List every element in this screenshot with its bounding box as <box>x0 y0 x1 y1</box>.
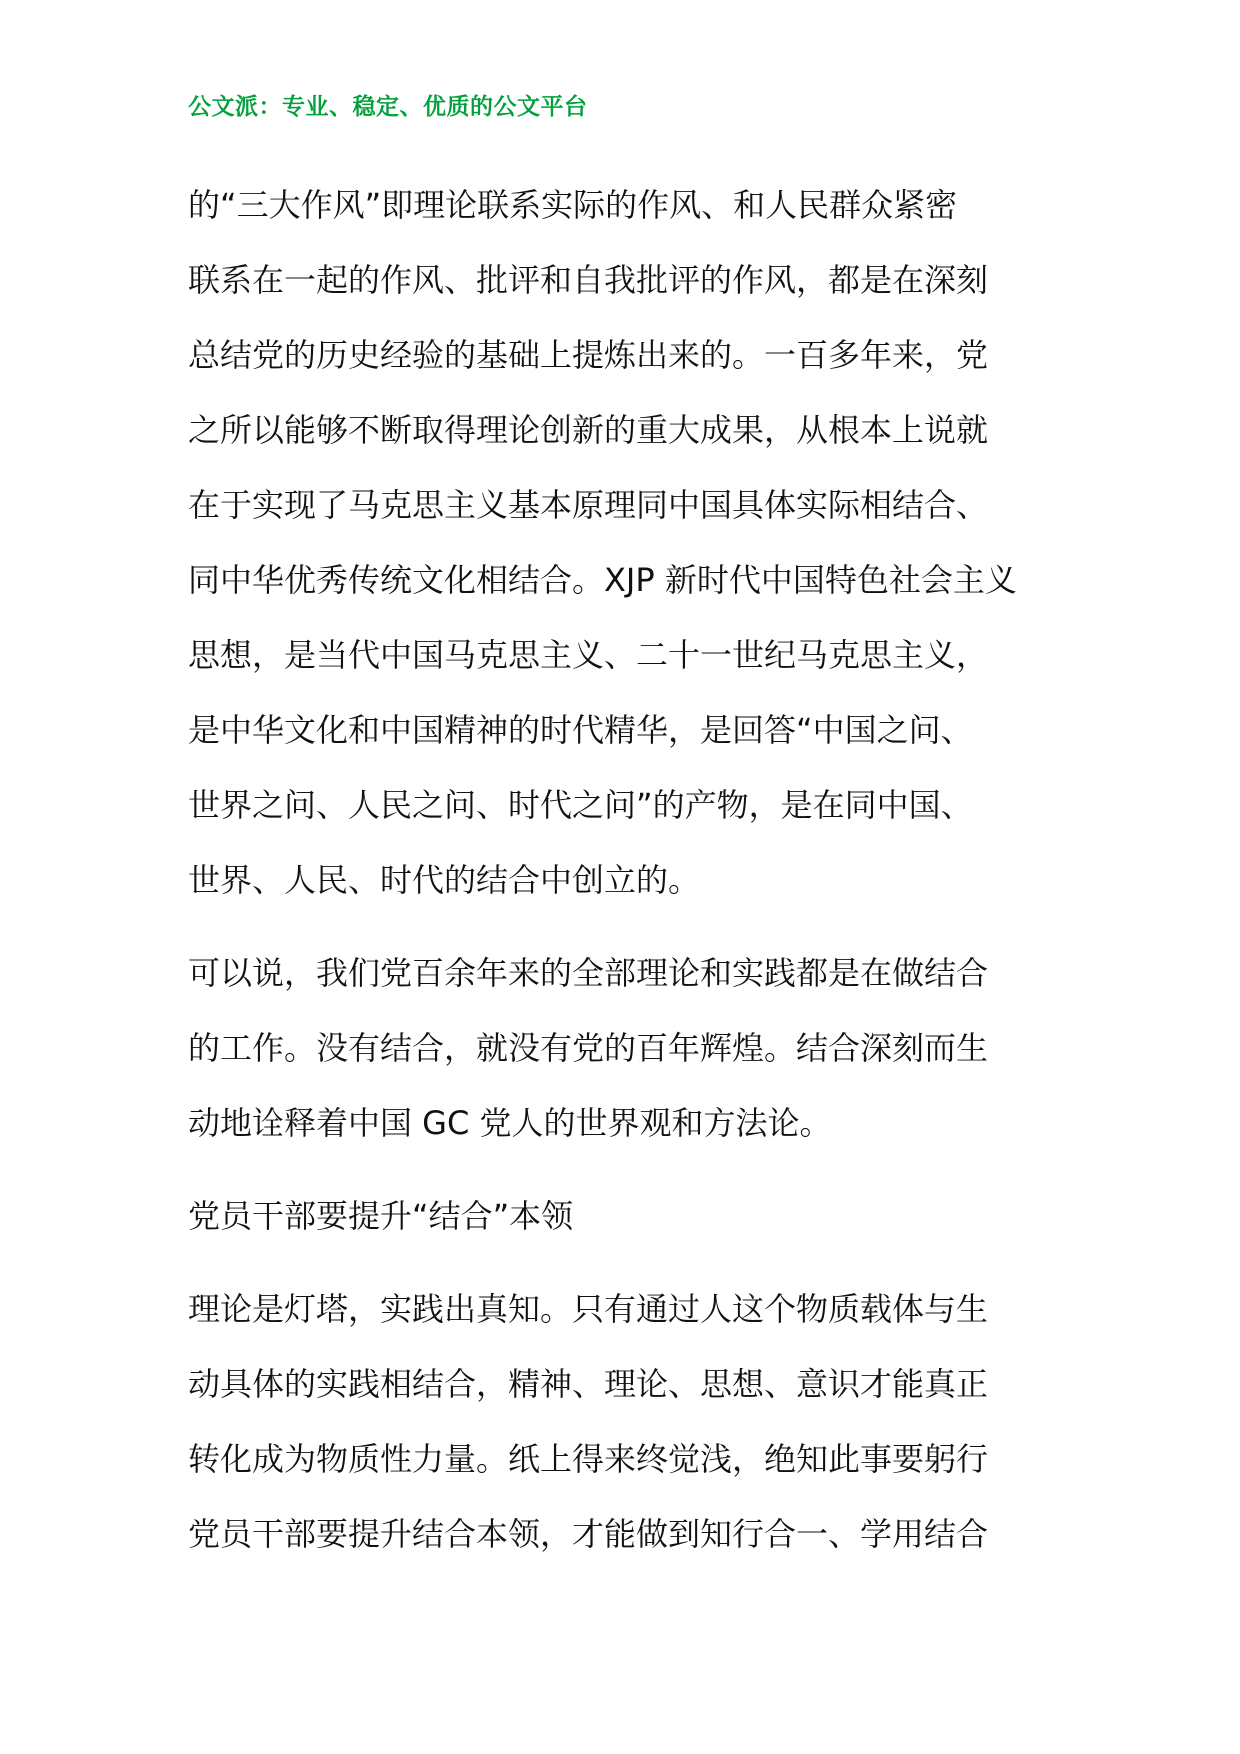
page-header-title: 公文派：专业、稳定、优质的公文平台 <box>188 94 588 120</box>
section-heading <box>188 1179 1058 1254</box>
text-line: 联系在一起的作风、批评和自我批评的作风，都是在深刻 <box>188 261 989 299</box>
text-line: 动地诠释着中国 GC 党人的世界观和方法论。 <box>188 1104 832 1142</box>
paragraph-combination-work <box>188 936 1058 1161</box>
text-line: 的工作。没有结合，就没有党的百年辉煌。结合深刻而生 <box>188 1029 989 1067</box>
text-line: 思想，是当代中国马克思主义、二十一世纪马克思主义， <box>188 636 989 674</box>
text-line: 同中华优秀传统文化相结合。XJP 新时代中国特色社会主义 <box>188 561 1017 599</box>
text-line: 在于实现了马克思主义基本原理同中国具体实际相结合、 <box>188 486 989 524</box>
text-line: 转化成为物质性力量。纸上得来终觉浅，绝知此事要躬行 <box>188 1440 989 1478</box>
paragraph-theory-practice <box>188 1272 1058 1572</box>
heading-line: 党员干部要提升“结合”本领 <box>188 1197 574 1235</box>
text-line: 总结党的历史经验的基础上提炼出来的。一百多年来，党 <box>188 336 989 374</box>
text-line: 世界、人民、时代的结合中创立的。 <box>188 861 701 899</box>
text-line: 党员干部要提升结合本领，才能做到知行合一、学用结合 <box>188 1515 989 1553</box>
text-line: 之所以能够不断取得理论创新的重大成果，从根本上说就 <box>188 411 989 449</box>
text-line: 世界之问、人民之问、时代之问”的产物，是在同中国、 <box>188 786 973 824</box>
text-line: 可以说，我们党百余年来的全部理论和实践都是在做结合 <box>188 954 989 992</box>
text-line: 理论是灯塔，实践出真知。只有通过人这个物质载体与生 <box>188 1290 989 1328</box>
text-line: 是中华文化和中国精神的时代精华，是回答“中国之问、 <box>188 711 973 749</box>
document-body <box>188 168 1058 1572</box>
text-line: 的“三大作风”即理论联系实际的作风、和人民群众紧密 <box>188 186 958 224</box>
paragraph-three-styles <box>188 168 1058 918</box>
text-line: 动具体的实践相结合，精神、理论、思想、意识才能真正 <box>188 1365 989 1403</box>
